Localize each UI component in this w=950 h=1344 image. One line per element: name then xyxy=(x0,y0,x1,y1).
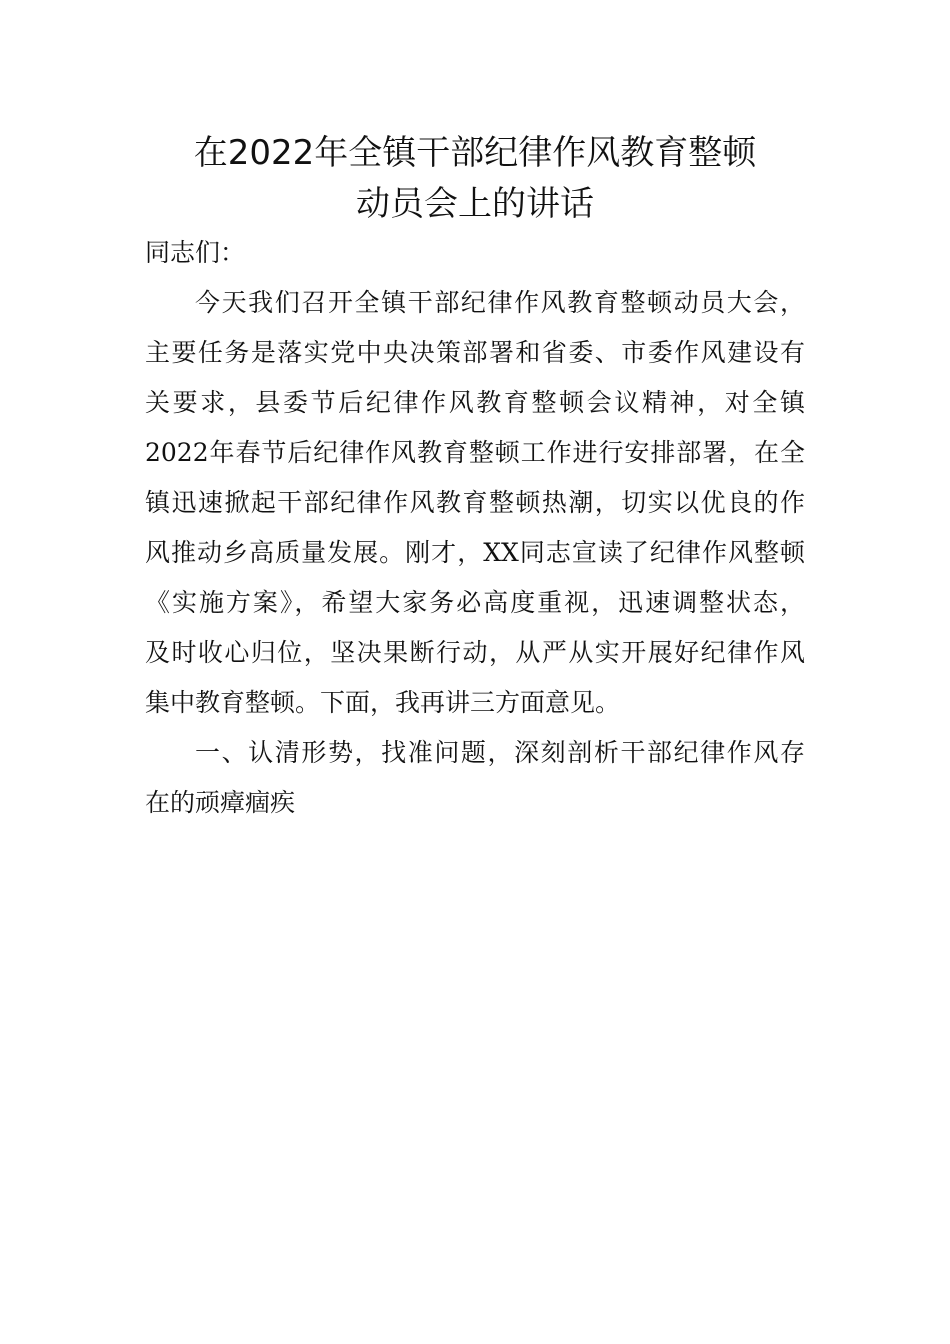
paragraph-1-line: 及时收心归位，坚决果断行动，从严从实开展好纪律作风 xyxy=(145,638,805,667)
greeting: 同志们： xyxy=(145,238,246,267)
paragraph-1-line: 镇迅速掀起干部纪律作风教育整顿热潮，切实以优良的作 xyxy=(145,488,805,517)
paragraph-1-line: 风推动乡高质量发展。刚才，XX同志宣读了纪律作风整顿 xyxy=(145,538,805,567)
paragraph-1-line: 2022年春节后纪律作风教育整顿工作进行安排部署，在全 xyxy=(145,438,805,467)
section-heading-1-line: 一、认清形势，找准问题，深刻剖析干部纪律作风存 xyxy=(195,738,805,767)
document-title-line-1: 在2022年全镇干部纪律作风教育整顿 xyxy=(193,133,757,173)
paragraph-1-line: 今天我们召开全镇干部纪律作风教育整顿动员大会， xyxy=(195,288,805,317)
paragraph-1-line: 集中教育整顿。下面，我再讲三方面意见。 xyxy=(145,688,621,717)
section-heading-1-line: 在的顽瘴痼疾 xyxy=(145,788,296,817)
document-title-line-2: 动员会上的讲话 xyxy=(356,184,594,224)
paragraph-1-line: 关要求，县委节后纪律作风教育整顿会议精神，对全镇 xyxy=(145,388,805,417)
paragraph-1-line: 主要任务是落实党中央决策部署和省委、市委作风建设有 xyxy=(145,338,805,367)
paragraph-1-line: 《实施方案》，希望大家务必高度重视，迅速调整状态， xyxy=(145,588,805,617)
